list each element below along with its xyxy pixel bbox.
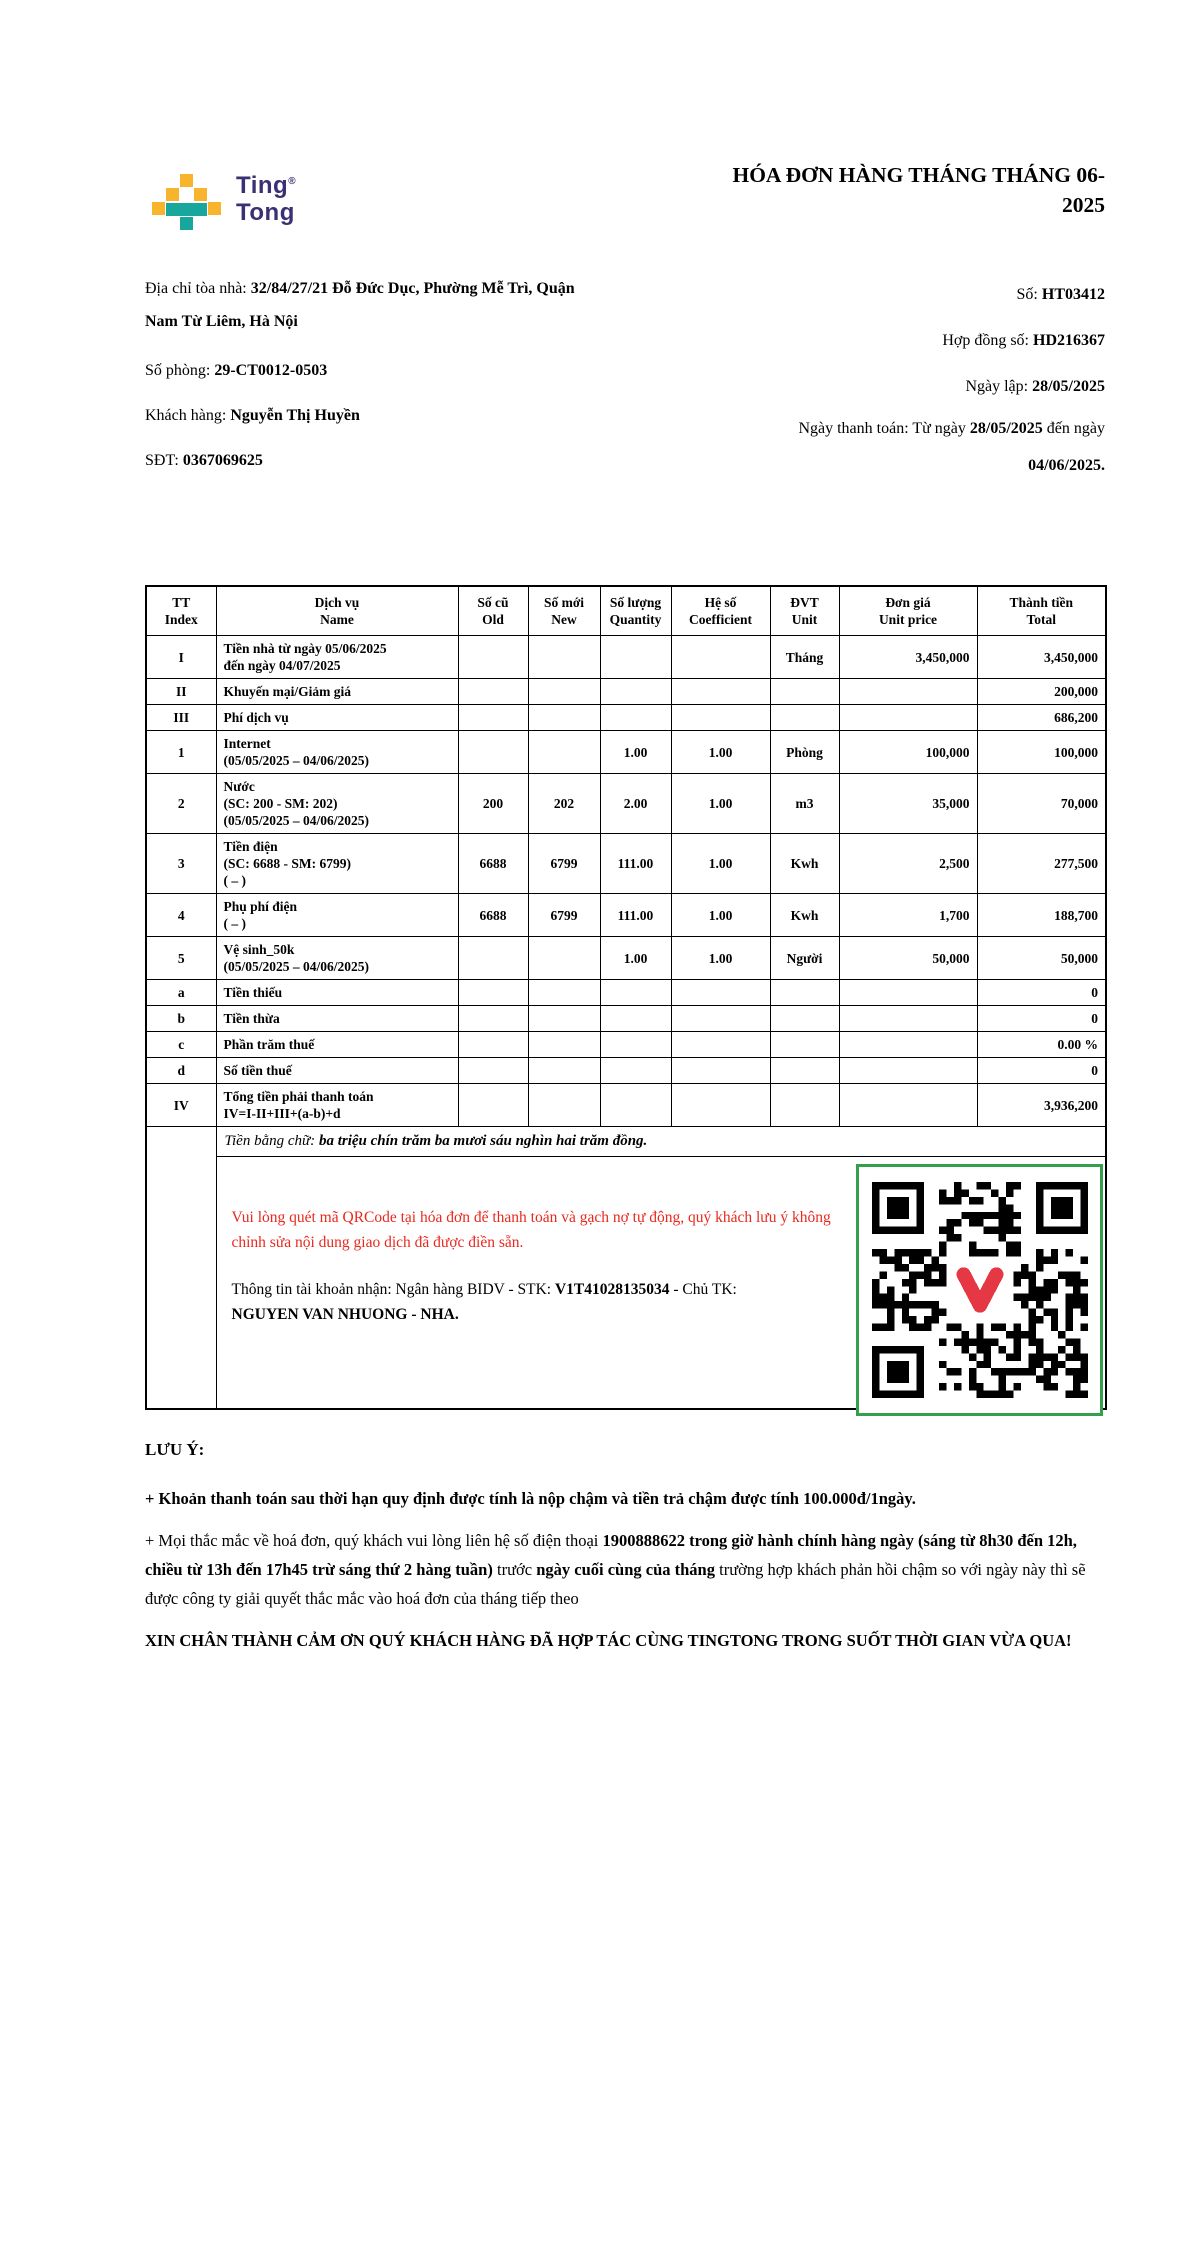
- cell-total: 3,450,000: [977, 636, 1106, 679]
- cell-old-reading: 200: [458, 774, 528, 834]
- cell-coefficient: [671, 1058, 770, 1084]
- text-segment: Nguyễn Thị Huyền: [230, 407, 360, 424]
- table-row: [146, 834, 1106, 894]
- cell-unit: Kwh: [770, 894, 839, 937]
- text-segment: HD216367: [1033, 332, 1105, 349]
- cell-service-name: Phụ phí điện ( – ): [216, 894, 458, 937]
- cell-new-reading: [528, 705, 600, 731]
- text-segment: Khách hàng:: [145, 407, 231, 424]
- cell-unit-price: 3,450,000: [839, 636, 977, 679]
- cell-unit-price: 100,000: [839, 731, 977, 774]
- cell-old-reading: [458, 636, 528, 679]
- cell-index: b: [146, 1006, 216, 1032]
- cell-quantity: 2.00: [600, 774, 671, 834]
- cell-old-reading: 6688: [458, 834, 528, 894]
- cell-service-name: Số tiền thuế: [216, 1058, 458, 1084]
- text-segment: HT03412: [1041, 286, 1105, 303]
- table-row: [146, 774, 1106, 834]
- cell-unit-price: [839, 980, 977, 1006]
- cell-quantity: 111.00: [600, 834, 671, 894]
- text-segment: Tiền bằng chữ:: [224, 1133, 319, 1149]
- table-row: [146, 636, 1106, 679]
- cell-old-reading: [458, 1084, 528, 1127]
- cell-service-name: Tiền điện (SC: 6688 - SM: 6799) ( – ): [216, 834, 458, 894]
- cell-new-reading: 6799: [528, 834, 600, 894]
- text-line: [635, 410, 1105, 447]
- table-row: [146, 894, 1106, 937]
- cell-quantity: [600, 679, 671, 705]
- text-segment: trong giờ hành chính hàng ngày (sáng từ 8h30 đến 12h, chiều từ 13h đến 17h45 trừ sáng thứ 2 hàng tuần): [145, 1531, 1077, 1579]
- table-row: [146, 1032, 1106, 1058]
- cell-unit: Tháng: [770, 636, 839, 679]
- cell-coefficient: 1.00: [671, 894, 770, 937]
- col-header-coefficient: Hệ số Coefficient: [671, 586, 770, 636]
- cell-new-reading: [528, 1084, 600, 1127]
- cell-new-reading: [528, 980, 600, 1006]
- empty-index-cell: [146, 1127, 216, 1409]
- amount-in-words: [216, 1127, 1106, 1157]
- text-segment: trước: [492, 1560, 537, 1579]
- col-header-quantity: Số lượng Quantity: [600, 586, 671, 636]
- cell-unit: [770, 679, 839, 705]
- cell-quantity: [600, 1084, 671, 1127]
- text-segment: - Chủ TK:: [669, 1281, 737, 1298]
- cell-index: 3: [146, 834, 216, 894]
- col-header-total: Thành tiền Total: [977, 586, 1106, 636]
- cell-unit: [770, 1058, 839, 1084]
- registered-mark: ®: [288, 176, 297, 187]
- cell-coefficient: [671, 705, 770, 731]
- cell-coefficient: 1.00: [671, 731, 770, 774]
- cell-service-name: Vệ sinh_50k (05/05/2025 – 04/06/2025): [216, 937, 458, 980]
- cell-service-name: Phí dịch vụ: [216, 705, 458, 731]
- invoice-title-line1: HÓA ĐƠN HÀNG THÁNG THÁNG 06-: [732, 163, 1105, 187]
- logo-pixel: [166, 203, 207, 216]
- cell-unit-price: 50,000: [839, 937, 977, 980]
- qr-code: [856, 1164, 1103, 1416]
- invoice-title: [545, 160, 1105, 220]
- table-row: [146, 1058, 1106, 1084]
- cell-new-reading: [528, 1058, 600, 1084]
- customer-info: [145, 272, 635, 483]
- text-segment: Ngày lập:: [965, 378, 1033, 395]
- cell-old-reading: [458, 705, 528, 731]
- cell-old-reading: [458, 731, 528, 774]
- text-line: [635, 447, 1105, 484]
- cell-total: 70,000: [977, 774, 1106, 834]
- cell-quantity: [600, 980, 671, 1006]
- text-segment: Nam Từ Liêm, Hà Nội: [145, 313, 298, 330]
- text-segment: XIN CHÂN THÀNH CẢM ƠN QUÝ KHÁCH HÀNG ĐÃ HỢP TÁC CÙNG TINGTONG TRONG SUỐT THỜI GIAN VỪA QUA!: [145, 1631, 1072, 1650]
- qr-code-image: [872, 1182, 1088, 1398]
- text-line: [635, 272, 1105, 318]
- cell-old-reading: [458, 937, 528, 980]
- cell-new-reading: [528, 937, 600, 980]
- cell-coefficient: [671, 980, 770, 1006]
- text-segment: Hợp đồng số:: [942, 332, 1033, 349]
- cell-total: 200,000: [977, 679, 1106, 705]
- cell-unit: [770, 1084, 839, 1127]
- table-row: [146, 937, 1106, 980]
- cell-quantity: 111.00: [600, 894, 671, 937]
- cell-index: a: [146, 980, 216, 1006]
- cell-index: I: [146, 636, 216, 679]
- text-segment: Thông tin tài khoản nhận: Ngân hàng BIDV - STK:: [231, 1281, 555, 1298]
- cell-quantity: [600, 1006, 671, 1032]
- cell-unit: Phòng: [770, 731, 839, 774]
- cell-quantity: [600, 1058, 671, 1084]
- cell-unit-price: [839, 1058, 977, 1084]
- invoice-table: [145, 585, 1107, 1410]
- cell-unit: Người: [770, 937, 839, 980]
- cell-unit: [770, 980, 839, 1006]
- logo-pixel: [208, 202, 221, 215]
- footer-notes: [145, 1440, 1107, 1668]
- cell-old-reading: [458, 1006, 528, 1032]
- cell-old-reading: [458, 679, 528, 705]
- cell-service-name: Tổng tiền phải thanh toán IV=I-II+III+(a-b)+d: [216, 1084, 458, 1127]
- qr-red-note: Vui lòng quét mã QRCode tại hóa đơn để thanh toán và gạch nợ tự động, quý khách lưu ý không chỉnh sửa nội dung giao dịch đã được điền sẵn.: [231, 1209, 831, 1251]
- table-row: [146, 731, 1106, 774]
- cell-quantity: [600, 636, 671, 679]
- col-header-unit: ĐVT Unit: [770, 586, 839, 636]
- text-segment: 0367069625: [182, 452, 263, 469]
- cell-unit-price: 1,700: [839, 894, 977, 937]
- cell-old-reading: [458, 1058, 528, 1084]
- cell-coefficient: 1.00: [671, 937, 770, 980]
- cell-new-reading: [528, 636, 600, 679]
- cell-index: 1: [146, 731, 216, 774]
- cell-old-reading: 6688: [458, 894, 528, 937]
- cell-unit-price: [839, 1006, 977, 1032]
- cell-unit-price: [839, 1032, 977, 1058]
- table-row: [146, 1006, 1106, 1032]
- invoice-title-line2: 2025: [1062, 193, 1105, 217]
- cell-service-name: Khuyến mại/Giảm giá: [216, 679, 458, 705]
- text-segment: 29-CT0012-0503: [214, 362, 328, 379]
- text-line: [145, 305, 635, 338]
- text-line: [145, 1526, 1107, 1613]
- text-segment: Số:: [1016, 286, 1042, 303]
- text-segment: V1T41028135034: [554, 1281, 670, 1298]
- text-line: [145, 1484, 1107, 1513]
- cell-service-name: Tiền thừa: [216, 1006, 458, 1032]
- cell-unit-price: 2,500: [839, 834, 977, 894]
- text-line: [145, 393, 635, 438]
- cell-unit: [770, 1032, 839, 1058]
- tingtong-logo-icon: [152, 174, 222, 230]
- cell-coefficient: [671, 636, 770, 679]
- cell-index: III: [146, 705, 216, 731]
- logo-word-top: Ting: [236, 172, 289, 199]
- cell-new-reading: [528, 731, 600, 774]
- col-header-service: Dịch vụ Name: [216, 586, 458, 636]
- cell-total: 188,700: [977, 894, 1106, 937]
- text-line: [145, 348, 635, 393]
- cell-total: 277,500: [977, 834, 1106, 894]
- text-segment: NGUYEN VAN NHUONG - NHA.: [231, 1306, 459, 1323]
- text-segment: ngày cuối cùng của tháng: [536, 1560, 715, 1579]
- cell-unit-price: [839, 679, 977, 705]
- cell-service-name: Phần trăm thuế: [216, 1032, 458, 1058]
- cell-total: 0: [977, 1058, 1106, 1084]
- logo-pixel: [194, 188, 207, 201]
- table-row: [146, 679, 1106, 705]
- text-segment: Địa chỉ tòa nhà:: [145, 280, 251, 297]
- logo-pixel: [166, 188, 179, 201]
- invoice-table-body: [146, 636, 1106, 1127]
- qr-instructions: [220, 1161, 838, 1327]
- cell-index: 4: [146, 894, 216, 937]
- cell-unit-price: [839, 1084, 977, 1127]
- tingtong-logo: [152, 168, 296, 230]
- cell-coefficient: [671, 1006, 770, 1032]
- cell-index: II: [146, 679, 216, 705]
- cell-total: 100,000: [977, 731, 1106, 774]
- text-line: [635, 318, 1105, 364]
- logo-pixel: [180, 217, 193, 230]
- cell-total: 3,936,200: [977, 1084, 1106, 1127]
- text-line: [635, 364, 1105, 410]
- text-line: [145, 438, 635, 483]
- cell-unit: [770, 1006, 839, 1032]
- text-line: [145, 1626, 1107, 1655]
- cell-total: 0: [977, 980, 1106, 1006]
- logo-word-bottom: Tong: [236, 199, 295, 226]
- text-segment: 28/05/2025: [1032, 378, 1105, 395]
- cell-coefficient: 1.00: [671, 774, 770, 834]
- invoice-meta: [635, 272, 1105, 484]
- cell-old-reading: [458, 1032, 528, 1058]
- cell-coefficient: 1.00: [671, 834, 770, 894]
- table-row: [146, 980, 1106, 1006]
- cell-quantity: [600, 1032, 671, 1058]
- cell-service-name: Internet (05/05/2025 – 04/06/2025): [216, 731, 458, 774]
- text-segment: ba triệu chín trăm ba mươi sáu nghìn hai trăm đồng.: [318, 1133, 648, 1149]
- logo-wordmark: [236, 168, 296, 226]
- text-segment: 32/84/27/21 Đỗ Đức Dục, Phường Mễ Trì, Quận: [250, 280, 575, 297]
- text-segment: + Khoản thanh toán sau thời hạn quy định được tính là nộp chậm và tiền trả chậm được tính 100.000đ/1ngày.: [145, 1489, 916, 1508]
- text-segment: trường hợp khách phản hồi chậm so với ngày này thì sẽ được công ty giải quyết thắc mắc vào hoá đơn của tháng tiếp theo: [145, 1560, 1086, 1608]
- cell-index: 5: [146, 937, 216, 980]
- table-row: [146, 705, 1106, 731]
- cell-new-reading: [528, 1006, 600, 1032]
- text-line: [145, 272, 635, 305]
- cell-index: d: [146, 1058, 216, 1084]
- cell-new-reading: [528, 1032, 600, 1058]
- text-segment: 1900888622: [602, 1531, 685, 1550]
- col-header-unit-price: Đơn giá Unit price: [839, 586, 977, 636]
- text-segment: Ngày thanh toán: Từ ngày: [798, 420, 970, 437]
- cell-coefficient: [671, 1032, 770, 1058]
- cell-coefficient: [671, 679, 770, 705]
- cell-service-name: Tiền nhà từ ngày 05/06/2025 đến ngày 04/07/2025: [216, 636, 458, 679]
- table-header-row: [146, 586, 1106, 636]
- notes-heading: LƯU Ý:: [145, 1440, 205, 1459]
- cell-index: c: [146, 1032, 216, 1058]
- text-segment: 04/06/2025.: [1028, 457, 1105, 474]
- table-row: [146, 1084, 1106, 1127]
- amount-in-words-row: [146, 1127, 1106, 1157]
- cell-index: 2: [146, 774, 216, 834]
- cell-new-reading: 202: [528, 774, 600, 834]
- logo-pixel: [152, 202, 165, 215]
- cell-service-name: Nước (SC: 200 - SM: 202) (05/05/2025 – 04/06/2025): [216, 774, 458, 834]
- cell-unit-price: [839, 705, 977, 731]
- cell-quantity: 1.00: [600, 937, 671, 980]
- text-segment: đến ngày: [1042, 420, 1105, 437]
- cell-unit: m3: [770, 774, 839, 834]
- qr-row: [146, 1157, 1106, 1409]
- cell-new-reading: [528, 679, 600, 705]
- col-header-index: TT Index: [146, 586, 216, 636]
- cell-quantity: [600, 705, 671, 731]
- bank-account-info: [232, 1277, 838, 1327]
- cell-quantity: 1.00: [600, 731, 671, 774]
- notes-paragraphs: [145, 1484, 1107, 1655]
- cell-old-reading: [458, 980, 528, 1006]
- col-header-old: Số cũ Old: [458, 586, 528, 636]
- text-segment: SĐT:: [145, 452, 183, 469]
- cell-unit: [770, 705, 839, 731]
- text-segment: Số phòng:: [145, 362, 215, 379]
- cell-coefficient: [671, 1084, 770, 1127]
- cell-service-name: Tiền thiếu: [216, 980, 458, 1006]
- cell-total: 686,200: [977, 705, 1106, 731]
- logo-pixel: [180, 174, 193, 187]
- text-segment: 28/05/2025: [969, 420, 1043, 437]
- cell-total: 0: [977, 1006, 1106, 1032]
- qr-section: [216, 1157, 1106, 1409]
- cell-index: IV: [146, 1084, 216, 1127]
- cell-total: 0.00 %: [977, 1032, 1106, 1058]
- cell-new-reading: 6799: [528, 894, 600, 937]
- col-header-new: Số mới New: [528, 586, 600, 636]
- text-segment: + Mọi thắc mắc về hoá đơn, quý khách vui lòng liên hệ số điện thoại: [145, 1531, 603, 1550]
- cell-total: 50,000: [977, 937, 1106, 980]
- cell-unit-price: 35,000: [839, 774, 977, 834]
- cell-unit: Kwh: [770, 834, 839, 894]
